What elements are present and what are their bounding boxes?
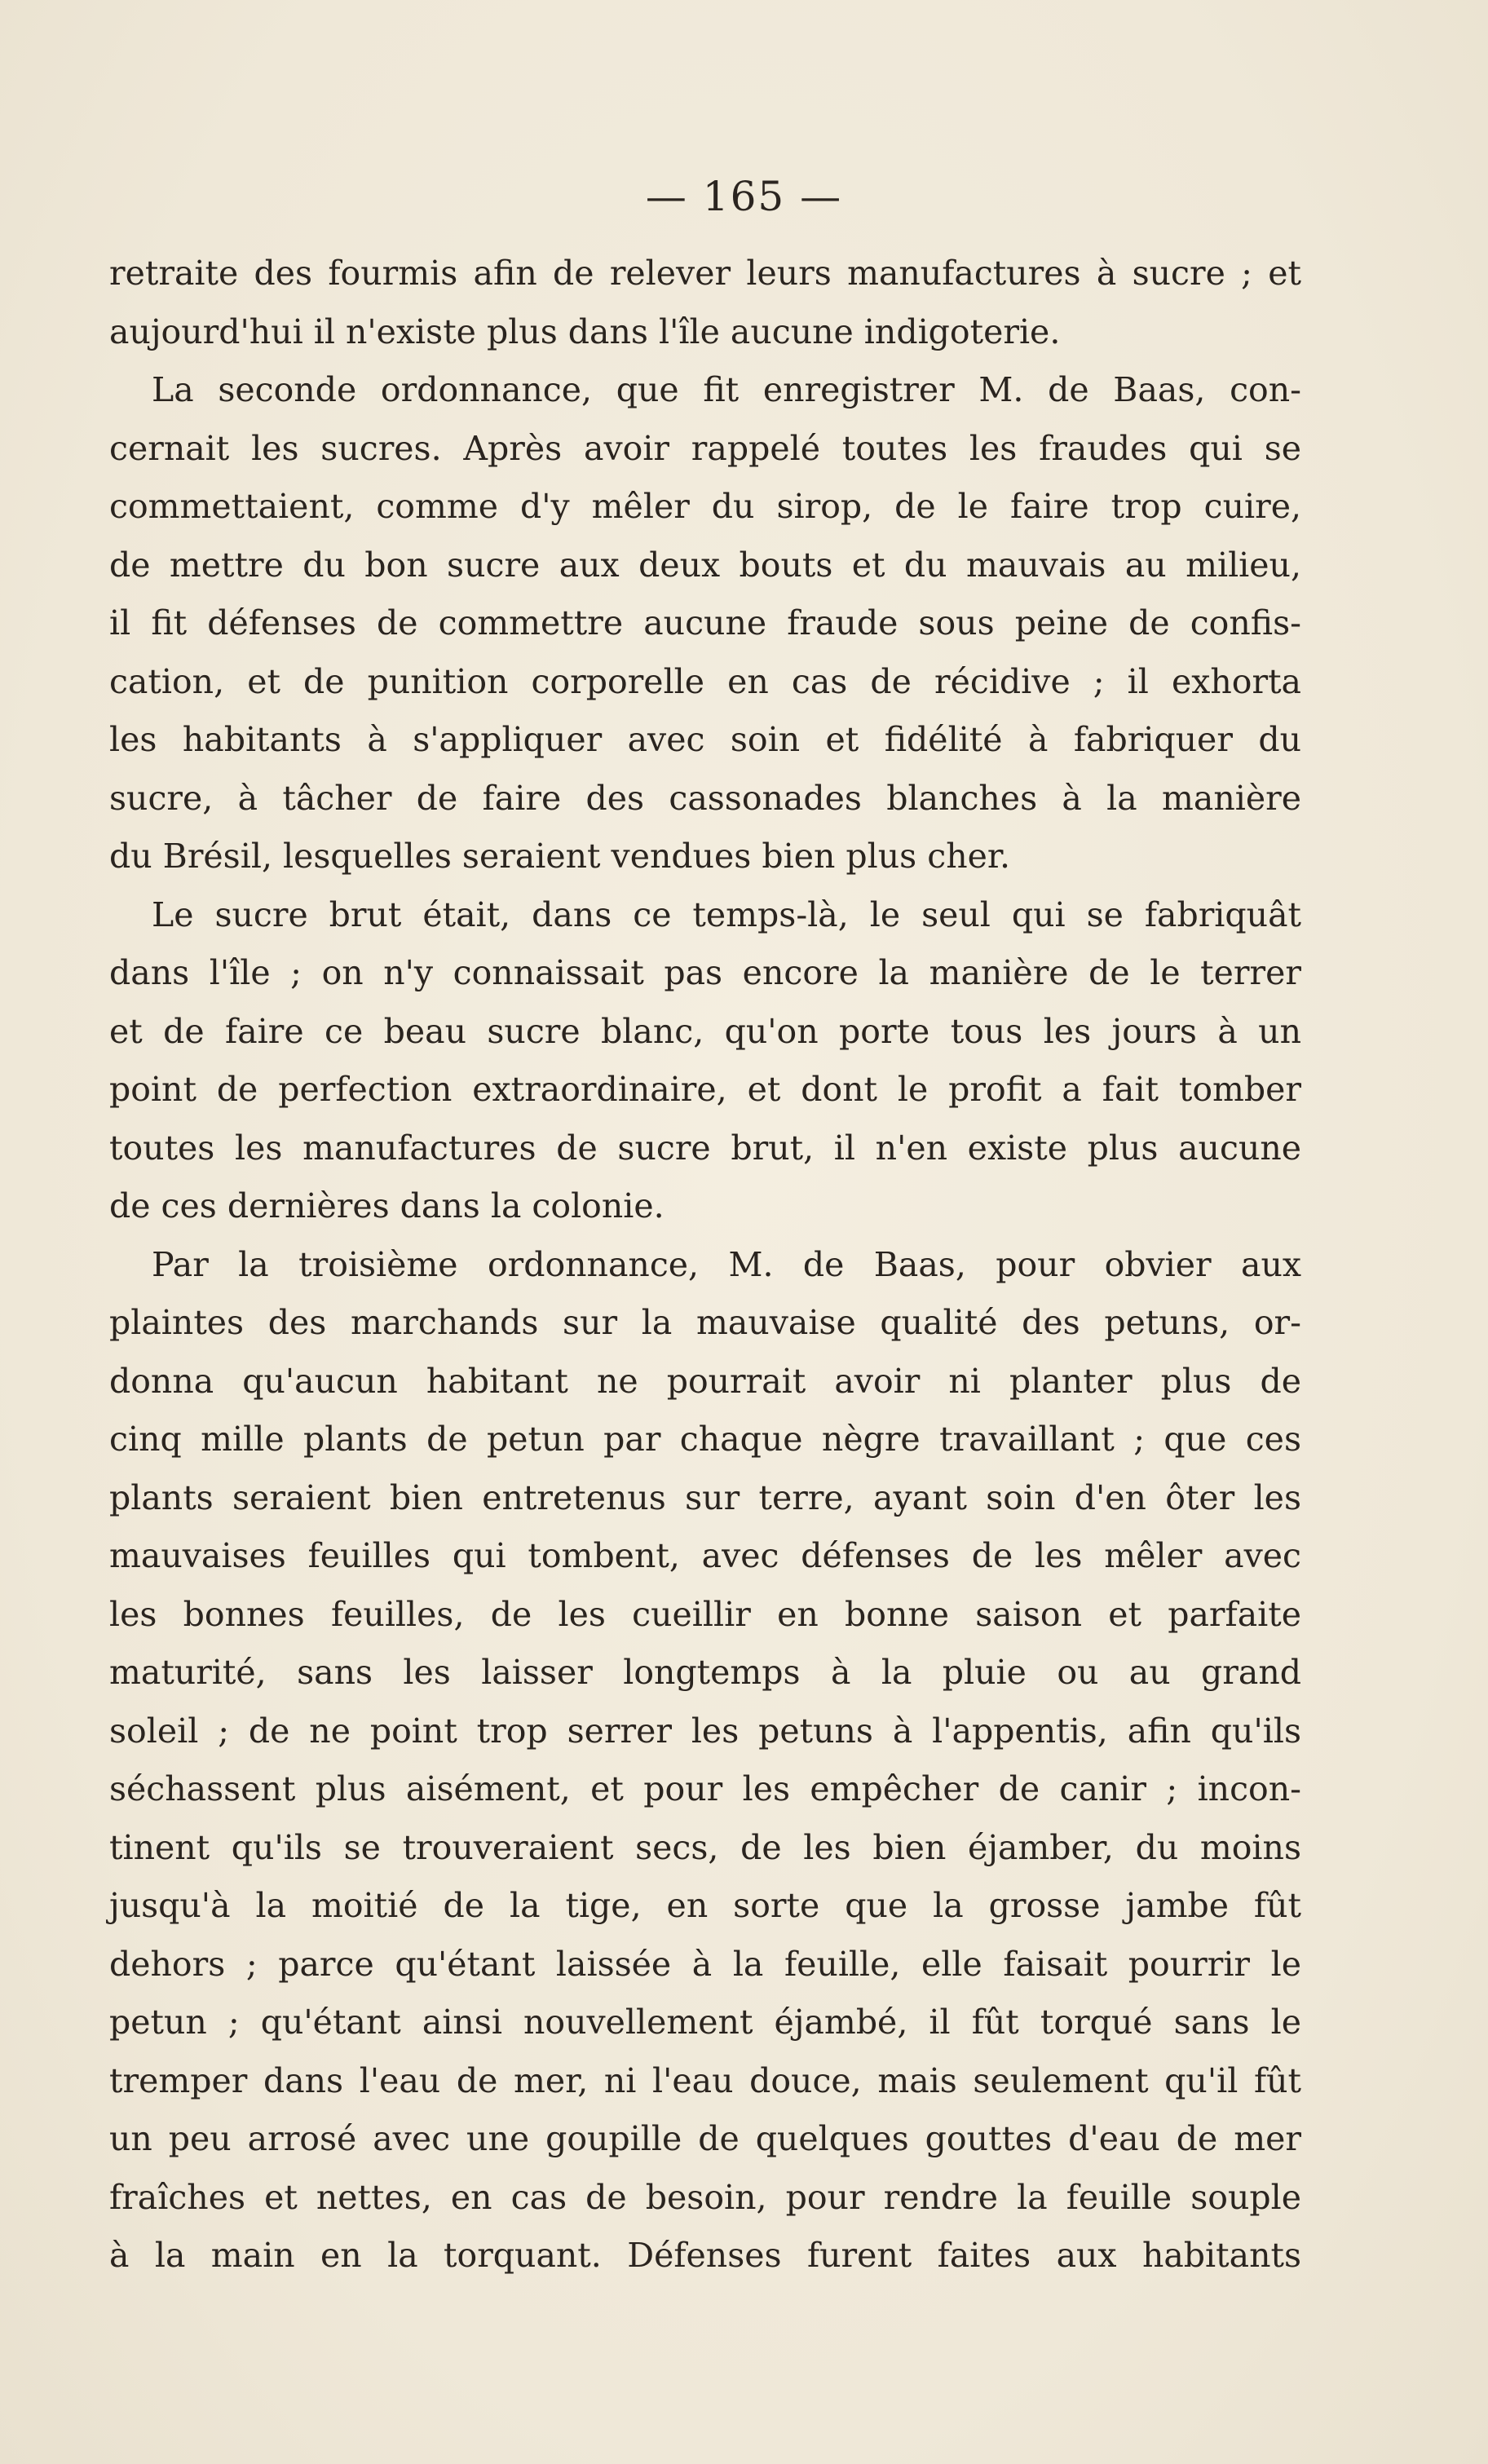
text-line: soleil ; de ne point trop serrer les petuns à l'appentis, afin qu'ils: [109, 1711, 1301, 1751]
text-line: cinq mille plants de petun par chaque nègre travaillant ; que ces: [109, 1420, 1301, 1459]
text-line: cernait les sucres. Après avoir rappelé toutes les fraudes qui se: [109, 428, 1301, 468]
text-line: tinent qu'ils se trouveraient secs, de les bien éjamber, du moins: [109, 1827, 1301, 1867]
text-line: Le sucre brut était, dans ce temps-là, le seul qui se fabriquât: [152, 894, 1301, 934]
text-line: plants seraient bien entretenus sur terre, ayant soin d'en ôter les: [109, 1477, 1301, 1517]
text-line: aujourd'hui il n'existe plus dans l'île aucune indigoterie.: [109, 311, 1061, 351]
text-line: Par la troisième ordonnance, M. de Baas, pour obvier aux: [152, 1244, 1301, 1284]
text-line: de ces dernières dans la colonie.: [109, 1186, 665, 1225]
text-line: plaintes des marchands sur la mauvaise qualité des petuns, or-: [109, 1303, 1301, 1342]
text-line: point de perfection extraordinaire, et dont le profit a fait tomber: [109, 1070, 1301, 1109]
text-line: séchassent plus aisément, et pour les empêcher de canir ; incon-: [109, 1769, 1301, 1808]
page-number: — 165 —: [645, 173, 843, 220]
text-line: fraîches et nettes, en cas de besoin, pour rendre la feuille souple: [109, 2177, 1301, 2217]
text-line: jusqu'à la moitié de la tige, en sorte que la grosse jambe fût: [109, 1886, 1301, 1925]
text-line: maturité, sans les laisser longtemps à la pluie ou au grand: [109, 1653, 1301, 1692]
text-line: retraite des fourmis afin de relever leurs manufactures à sucre ; et: [109, 254, 1301, 293]
text-line: commettaient, comme d'y mêler du sirop, de le faire trop cuire,: [109, 487, 1301, 526]
text-line: toutes les manufactures de sucre brut, il n'en existe plus aucune: [109, 1128, 1301, 1168]
text-line: dans l'île ; on n'y connaissait pas encore la manière de le terrer: [109, 953, 1301, 992]
paragraph-4: [109, 1236, 1301, 2285]
text-line: tremper dans l'eau de mer, ni l'eau douce, mais seulement qu'il fût: [109, 2060, 1301, 2100]
paragraph-2: [109, 361, 1301, 886]
text-line: les habitants à s'appliquer avec soin et fidélité à fabriquer du: [109, 720, 1301, 759]
paragraph-3: [109, 886, 1301, 1236]
text-line: mauvaises feuilles qui tombent, avec défenses de les mêler avec: [109, 1536, 1301, 1575]
paragraph-1: [109, 245, 1301, 361]
text-line: cation, et de punition corporelle en cas de récidive ; il exhorta: [109, 661, 1301, 701]
text-line: dehors ; parce qu'étant laissée à la feuille, elle faisait pourrir le: [109, 1944, 1301, 1984]
body-text: [109, 245, 1301, 2285]
text-line: un peu arrosé avec une goupille de quelques gouttes d'eau de mer: [109, 2119, 1301, 2158]
text-line: du Brésil, lesquelles seraient vendues bien plus cher.: [109, 837, 1011, 876]
text-line: et de faire ce beau sucre blanc, qu'on porte tous les jours à un: [109, 1011, 1301, 1051]
text-line: de mettre du bon sucre aux deux bouts et du mauvais au milieu,: [109, 545, 1301, 585]
text-line: petun ; qu'étant ainsi nouvellement éjambé, il fût torqué sans le: [109, 2003, 1301, 2042]
text-line: les bonnes feuilles, de les cueillir en bonne saison et parfaite: [109, 1594, 1301, 1634]
text-line: La seconde ordonnance, que fit enregistrer M. de Baas, con-: [152, 370, 1301, 409]
text-line: sucre, à tâcher de faire des cassonades blanches à la manière: [109, 778, 1301, 818]
text-line: il fit défenses de commettre aucune fraude sous peine de confis-: [109, 603, 1301, 642]
text-line: donna qu'aucun habitant ne pourrait avoir ni planter plus de: [109, 1361, 1301, 1401]
text-line: à la main en la torquant. Défenses furent faites aux habitants: [109, 2236, 1301, 2275]
